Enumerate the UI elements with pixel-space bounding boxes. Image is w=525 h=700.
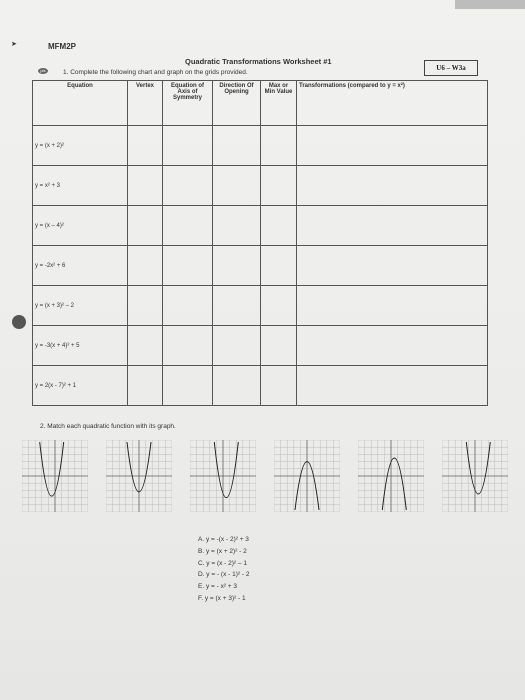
answer-option-b: B. y = (x + 2)² - 2	[198, 547, 247, 555]
transformations-table	[32, 80, 488, 406]
cell-direction[interactable]	[213, 206, 261, 246]
question-2-prompt: 2. Match each quadratic function with its graph.	[40, 423, 176, 430]
cell-vertex[interactable]	[128, 206, 163, 246]
header-axis-of-symmetry: Equation of Axis of Symmetry	[163, 81, 213, 126]
table-row	[33, 206, 488, 246]
course-code: MFM2P	[48, 42, 76, 51]
table-header-row	[33, 81, 488, 126]
header-transformations: Transformations (compared to y = x²)	[297, 81, 488, 126]
cell-direction[interactable]	[213, 246, 261, 286]
cell-transformations[interactable]	[297, 246, 488, 286]
cursor-arrow-icon: ➤	[11, 41, 17, 48]
row-equation: y = (x + 3)² – 2	[33, 286, 128, 326]
cell-max-min[interactable]	[261, 286, 297, 326]
cell-transformations[interactable]	[297, 126, 488, 166]
graph-thumbnails	[22, 440, 507, 518]
cell-transformations[interactable]	[297, 326, 488, 366]
parabola-curve	[40, 442, 64, 496]
header-max-min-value: Max or Min Value	[261, 81, 297, 126]
cell-transformations[interactable]	[297, 166, 488, 206]
cell-vertex[interactable]	[128, 166, 163, 206]
row-equation: y = -3(x + 4)² + 5	[33, 326, 128, 366]
parabola-curve	[382, 458, 406, 510]
table-row	[33, 326, 488, 366]
cell-axis-of-symmetry[interactable]	[163, 166, 213, 206]
graph-f	[442, 440, 508, 512]
cell-vertex[interactable]	[128, 246, 163, 286]
cell-axis-of-symmetry[interactable]	[163, 326, 213, 366]
cell-direction[interactable]	[213, 366, 261, 406]
table-row	[33, 126, 488, 166]
binder-hole-shadow	[12, 315, 26, 329]
cell-max-min[interactable]	[261, 166, 297, 206]
row-equation: y = (x – 4)²	[33, 206, 128, 246]
cell-vertex[interactable]	[128, 326, 163, 366]
unit-code-box: U6 – W3a	[424, 60, 478, 76]
header-direction-of-opening: Direction Of Opening	[213, 81, 261, 126]
cell-max-min[interactable]	[261, 126, 297, 166]
cell-axis-of-symmetry[interactable]	[163, 206, 213, 246]
answer-option-d: D. y = - (x - 1)² - 2	[198, 571, 250, 579]
answer-option-f: F. y = (x + 3)² - 1	[198, 594, 246, 602]
graph-b	[106, 440, 172, 512]
header-vertex: Vertex	[128, 81, 163, 126]
header-equation: Equation	[33, 81, 128, 126]
cell-direction[interactable]	[213, 126, 261, 166]
cell-axis-of-symmetry[interactable]	[163, 366, 213, 406]
row-equation: y = 2(x - 7)² + 1	[33, 366, 128, 406]
parabola-curve	[466, 442, 490, 494]
cell-max-min[interactable]	[261, 366, 297, 406]
cell-vertex[interactable]	[128, 366, 163, 406]
cell-axis-of-symmetry[interactable]	[163, 286, 213, 326]
cell-direction[interactable]	[213, 286, 261, 326]
row-equation: y = (x + 2)²	[33, 126, 128, 166]
table-row	[33, 166, 488, 206]
cell-axis-of-symmetry[interactable]	[163, 246, 213, 286]
cell-vertex[interactable]	[128, 286, 163, 326]
cell-direction[interactable]	[213, 326, 261, 366]
cell-max-min[interactable]	[261, 206, 297, 246]
cell-vertex[interactable]	[128, 126, 163, 166]
cell-transformations[interactable]	[297, 366, 488, 406]
graph-a	[22, 440, 88, 512]
table-row	[33, 246, 488, 286]
cell-transformations[interactable]	[297, 286, 488, 326]
answer-option-a: A. y = -(x - 2)² + 3	[198, 536, 249, 543]
cell-transformations[interactable]	[297, 206, 488, 246]
row-equation: y = -2x² + 6	[33, 246, 128, 286]
table-row	[33, 286, 488, 326]
answer-option-e: E. y = - x² + 3	[198, 583, 238, 591]
graph-d	[274, 440, 340, 512]
worksheet-title: Quadratic Transformations Worksheet #1	[185, 57, 332, 66]
graph-e	[358, 440, 424, 512]
answer-options-list	[198, 534, 249, 605]
cell-max-min[interactable]	[261, 326, 297, 366]
table-row	[33, 366, 488, 406]
page-corner-shadow	[455, 0, 525, 9]
question-1-prompt: 1. Complete the following chart and graph on the grids provided.	[63, 69, 248, 76]
graph-c	[190, 440, 256, 512]
points-badge: pts	[38, 68, 48, 74]
cell-direction[interactable]	[213, 166, 261, 206]
answer-option-c: C. y = (x - 2)² – 1	[198, 559, 247, 567]
cell-axis-of-symmetry[interactable]	[163, 126, 213, 166]
row-equation: y = x² + 3	[33, 166, 128, 206]
parabola-curve	[214, 442, 238, 498]
cell-max-min[interactable]	[261, 246, 297, 286]
